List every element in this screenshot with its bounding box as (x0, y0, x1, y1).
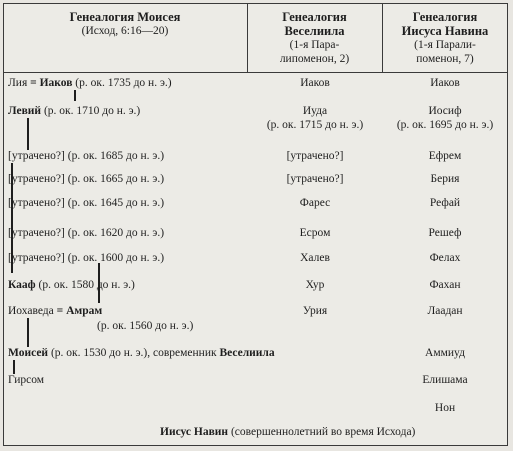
col1-row-6: [утрачено?] (р. ок. 1620 до н. э.) (8, 227, 165, 239)
name-iohaveda: Иохаведа (8, 305, 54, 317)
col3-sub-2: поменон, 7) (416, 53, 474, 65)
col3-sub-1: (1-я Парали- (414, 39, 476, 51)
col2-row-9: Урия (302, 305, 328, 317)
col2-title-2: Веселиила (284, 24, 345, 38)
col2-title-1: Генеалогия (282, 10, 347, 24)
col1-row-9 (8, 305, 102, 318)
col1-header (4, 10, 246, 38)
col2-row-5: Фарес (299, 197, 331, 209)
col3-row-8: Фахан (429, 279, 461, 291)
date-kaaf: (р. ок. 1580 до н. э.) (38, 279, 135, 291)
col3-row-3: Ефрем (428, 150, 462, 162)
col2-row-1: Иаков (300, 77, 330, 89)
col3-row-6: Решеф (428, 227, 462, 239)
lineage-line-iakov (74, 90, 76, 101)
col1-row-10 (8, 347, 275, 360)
col3-row-4: Берия (430, 173, 460, 185)
col3-header (383, 10, 507, 66)
name-iisus-navin: Иисус Навин (160, 426, 229, 438)
col1-row-7: [утрачено?] (р. ок. 1600 до н. э.) (8, 252, 165, 264)
col3-row-11: Елишама (422, 374, 468, 386)
lineage-line-moisey (27, 318, 29, 347)
col1-row-11: Гирсом (8, 374, 45, 386)
date-moisey: (р. ок. 1530 до н. э.), современник (50, 347, 217, 359)
col3-title-1: Генеалогия (412, 10, 478, 24)
date-iakov: (р. ок. 1735 до н. э.) (75, 77, 172, 89)
date-leviy: (р. ок. 1710 до н. э.) (43, 105, 141, 117)
col3-row-1: Иаков (430, 77, 460, 89)
name-leviy: Левий (8, 105, 42, 117)
col1-row-1 (8, 77, 172, 90)
col2-row-4: [утрачено?] (286, 173, 344, 185)
col2-row-2-date: (р. ок. 1715 до н. э.) (266, 119, 364, 131)
name-moisey: Моисей (8, 347, 49, 359)
col1-row-3: [утрачено?] (р. ок. 1685 до н. э.) (8, 150, 165, 162)
col2-header (248, 10, 381, 66)
col2-row-6: Есром (299, 227, 331, 239)
name-veseliil: Веселиила (219, 347, 275, 359)
footer-row (160, 426, 415, 439)
col1-row-8 (8, 279, 135, 292)
col1-row-4: [утрачено?] (р. ок. 1665 до н. э.) (8, 173, 165, 185)
footer-note: (совершеннолетний во время Исхода) (230, 426, 416, 438)
col1-title: Генеалогия Моисея (69, 10, 181, 24)
name-iakov: Иаков (39, 77, 73, 89)
col3-row-10: Аммиуд (425, 347, 465, 359)
col2-row-8: Хур (305, 279, 325, 291)
col3-row-12: Нон (434, 402, 456, 414)
col3-row-2-date: (р. ок. 1695 до н. э.) (396, 119, 494, 131)
marriage-sign: = (56, 305, 64, 317)
lineage-line-leviy (27, 118, 29, 150)
col2-row-2: Иуда (302, 105, 328, 117)
col1-row-5: [утрачено?] (р. ок. 1645 до н. э.) (8, 197, 165, 209)
col2-sub-2: липоменон, 2) (279, 53, 350, 65)
col2-sub-1: (1-я Пара- (289, 39, 340, 51)
name-liya: Лия (8, 77, 28, 89)
name-kaaf: Кааф (8, 279, 36, 291)
date-amram: (р. ок. 1560 до н. э.) (97, 320, 194, 332)
col3-row-2: Иосиф (428, 105, 462, 117)
col1-row-2 (8, 105, 140, 118)
col3-title-2: Иисуса Навина (401, 24, 489, 38)
col2-row-7: Халев (300, 252, 330, 264)
lineage-line-girsom (13, 360, 15, 374)
marriage-sign: = (30, 77, 37, 89)
name-amram: Амрам (66, 305, 103, 317)
col1-subtitle: (Исход, 6:16—20) (81, 25, 169, 37)
col3-row-7: Фелах (429, 252, 461, 264)
header-divider (3, 72, 508, 73)
col3-row-9: Лаадан (427, 305, 463, 317)
col2-row-3: [утрачено?] (286, 150, 344, 162)
col3-row-5: Рефай (429, 197, 461, 209)
